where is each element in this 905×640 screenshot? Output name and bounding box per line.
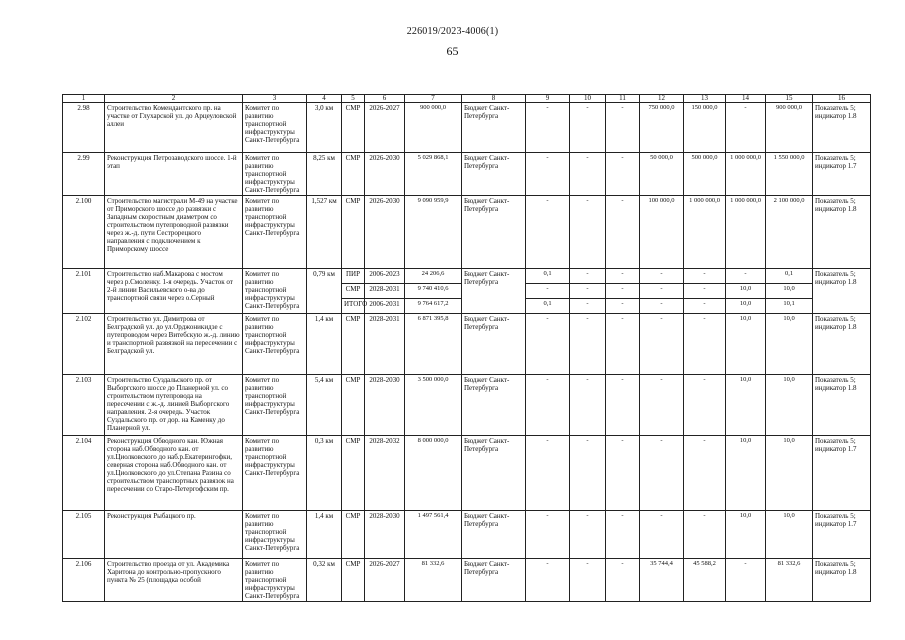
project-name: Строительство наб.Макарова с мостом через р.Смоленку. 1-я очередь. Участок от 2-й линии Васильевского о-ва до транспортной связи через о.Серный — [105, 269, 243, 314]
total-cost: 6 871 395,8 — [405, 314, 462, 375]
work-type: СМР — [342, 153, 365, 196]
work-type: СМР — [342, 511, 365, 559]
target-indicator: Показатель 5; индикатор 1.8 — [813, 314, 871, 375]
target-indicator: Показатель 5; индикатор 1.7 — [813, 153, 871, 196]
year-amount-c15: 10,0 — [766, 375, 813, 436]
year-amount-c12: 750 000,0 — [640, 103, 684, 153]
work-type: СМР — [342, 284, 365, 299]
project-length: 1,4 км — [307, 511, 342, 559]
year-amount-c12: - — [640, 511, 684, 559]
column-number: 2 — [105, 95, 243, 103]
year-amount-c11: - — [606, 153, 640, 196]
table-row — [63, 559, 871, 602]
work-period: 2026-2030 — [365, 196, 405, 269]
row-number: 2.102 — [63, 314, 105, 375]
table-row — [63, 511, 871, 559]
year-amount-c13: - — [684, 299, 726, 314]
year-amount-c12: - — [640, 314, 684, 375]
table-row — [63, 153, 871, 196]
column-number: 16 — [813, 95, 871, 103]
row-number: 2.104 — [63, 436, 105, 511]
year-amount-c9: - — [526, 559, 570, 602]
year-amount-c15: 900 000,0 — [766, 103, 813, 153]
funding-source: Бюджет Санкт-Петербурга — [462, 153, 526, 196]
project-length: 1,527 км — [307, 196, 342, 269]
year-amount-c15: 10,0 — [766, 284, 813, 299]
year-amount-c15: 1 550 000,0 — [766, 153, 813, 196]
column-number: 3 — [243, 95, 307, 103]
year-amount-c13: - — [684, 436, 726, 511]
project-name: Строительство магистрали М-49 на участке от Приморского шоссе до развязки с Западным скоростным диаметром со строительством путепроводной развязки через ж.-д. пути Сестрорецкого направления с подключением к Приморскому шоссе — [105, 196, 243, 269]
column-number: 6 — [365, 95, 405, 103]
table-row — [63, 103, 871, 153]
year-amount-c12: 35 744,4 — [640, 559, 684, 602]
column-number: 9 — [526, 95, 570, 103]
total-cost: 9 764 617,2 — [405, 299, 462, 314]
year-amount-c13: 1 000 000,0 — [684, 196, 726, 269]
year-amount-c11: - — [606, 269, 640, 284]
year-amount-c13: 500 000,0 — [684, 153, 726, 196]
year-amount-c9: - — [526, 153, 570, 196]
year-amount-c12: 100 000,0 — [640, 196, 684, 269]
work-period: 2028-2030 — [365, 375, 405, 436]
responsible-agency: Комитет по развитию транспортной инфраструктуры Санкт-Петербурга — [243, 511, 307, 559]
work-type: СМР — [342, 436, 365, 511]
year-amount-c11: - — [606, 299, 640, 314]
year-amount-c10: - — [570, 284, 606, 299]
table-row — [63, 269, 871, 284]
target-indicator: Показатель 5; индикатор 1.8 — [813, 559, 871, 602]
total-cost: 900 000,0 — [405, 103, 462, 153]
year-amount-c13: - — [684, 511, 726, 559]
work-period: 2006-2031 — [365, 299, 405, 314]
column-number: 8 — [462, 95, 526, 103]
year-amount-c11: - — [606, 284, 640, 299]
year-amount-c9: - — [526, 375, 570, 436]
year-amount-c11: - — [606, 559, 640, 602]
total-cost: 3 500 000,0 — [405, 375, 462, 436]
work-period: 2028-2031 — [365, 284, 405, 299]
total-cost: 9 740 410,6 — [405, 284, 462, 299]
year-amount-c13: - — [684, 314, 726, 375]
total-cost: 24 206,6 — [405, 269, 462, 284]
year-amount-c13: - — [684, 269, 726, 284]
year-amount-c11: - — [606, 103, 640, 153]
year-amount-c15: 0,1 — [766, 269, 813, 284]
responsible-agency: Комитет по развитию транспортной инфраструктуры Санкт-Петербурга — [243, 559, 307, 602]
target-indicator: Показатель 5; индикатор 1.8 — [813, 103, 871, 153]
project-name: Строительство ул. Димитрова от Белградской ул. до ул.Орджоникидзе с путепроводом через Витебскую ж.-д. линию и транспортной развязкой на пересечении с Белградской ул. — [105, 314, 243, 375]
project-length: 8,25 км — [307, 153, 342, 196]
funding-source: Бюджет Санкт-Петербурга — [462, 103, 526, 153]
column-number-row — [63, 95, 871, 103]
target-indicator: Показатель 5; индикатор 1.7 — [813, 511, 871, 559]
year-amount-c10: - — [570, 299, 606, 314]
work-type: СМР — [342, 559, 365, 602]
target-indicator: Показатель 5; индикатор 1.8 — [813, 269, 871, 314]
year-amount-c14: 10,0 — [726, 511, 766, 559]
target-indicator: Показатель 5; индикатор 1.8 — [813, 196, 871, 269]
column-number: 12 — [640, 95, 684, 103]
column-number: 13 — [684, 95, 726, 103]
work-period: 2028-2031 — [365, 314, 405, 375]
row-number: 2.103 — [63, 375, 105, 436]
year-amount-c14: 10,0 — [726, 436, 766, 511]
row-number: 2.98 — [63, 103, 105, 153]
work-type: СМР — [342, 375, 365, 436]
row-number: 2.106 — [63, 559, 105, 602]
responsible-agency: Комитет по развитию транспортной инфраструктуры Санкт-Петербурга — [243, 269, 307, 314]
year-amount-c9: - — [526, 511, 570, 559]
column-number: 11 — [606, 95, 640, 103]
target-indicator: Показатель 5; индикатор 1.8 — [813, 375, 871, 436]
year-amount-c12: - — [640, 299, 684, 314]
document-id: 226019/2023-4006(1) — [406, 26, 499, 37]
page-number: 65 — [446, 44, 459, 58]
work-period: 2028-2032 — [365, 436, 405, 511]
work-period: 2006-2023 — [365, 269, 405, 284]
year-amount-c9: - — [526, 196, 570, 269]
project-length: 5,4 км — [307, 375, 342, 436]
year-amount-c13: 45 588,2 — [684, 559, 726, 602]
year-amount-c9: - — [526, 436, 570, 511]
year-amount-c12: 50 000,0 — [640, 153, 684, 196]
year-amount-c14: - — [726, 269, 766, 284]
year-amount-c14: 1 000 000,0 — [726, 196, 766, 269]
responsible-agency: Комитет по развитию транспортной инфраструктуры Санкт-Петербурга — [243, 153, 307, 196]
year-amount-c15: 2 100 000,0 — [766, 196, 813, 269]
column-number: 7 — [405, 95, 462, 103]
year-amount-c14: 1 000 000,0 — [726, 153, 766, 196]
table-row — [63, 314, 871, 375]
work-type: СМР — [342, 314, 365, 375]
row-number: 2.100 — [63, 196, 105, 269]
funding-source: Бюджет Санкт-Петербурга — [462, 269, 526, 314]
column-number: 5 — [342, 95, 365, 103]
project-name: Строительство Суздальского пр. от Выборгского шоссе до Планерной ул. со строительством путепровода на пересечении с ж.-д. линией Выборгского направления. 2-я очередь. Участок Суздальского пр. от дор. на Каменку до Планерной ул. — [105, 375, 243, 436]
year-amount-c9: - — [526, 103, 570, 153]
column-number: 1 — [63, 95, 105, 103]
year-amount-c10: - — [570, 153, 606, 196]
target-indicator: Показатель 5; индикатор 1.7 — [813, 436, 871, 511]
column-number: 15 — [766, 95, 813, 103]
project-name: Строительство проезда от ул. Академика Харитона до контрольно-пропускного пункта № 25 (площадка особой — [105, 559, 243, 602]
work-period: 2026-2030 — [365, 153, 405, 196]
funding-source: Бюджет Санкт-Петербурга — [462, 375, 526, 436]
project-length: 0,79 км — [307, 269, 342, 314]
total-cost: 5 029 868,1 — [405, 153, 462, 196]
year-amount-c12: - — [640, 436, 684, 511]
responsible-agency: Комитет по развитию транспортной инфраструктуры Санкт-Петербурга — [243, 436, 307, 511]
responsible-agency: Комитет по развитию транспортной инфраструктуры Санкт-Петербурга — [243, 314, 307, 375]
year-amount-c9: - — [526, 284, 570, 299]
funding-source: Бюджет Санкт-Петербурга — [462, 314, 526, 375]
year-amount-c10: - — [570, 436, 606, 511]
program-table — [62, 94, 871, 602]
year-amount-c14: - — [726, 559, 766, 602]
project-name: Реконструкция Рыбацкого пр. — [105, 511, 243, 559]
project-name: Реконструкция Петрозаводского шоссе. 1-й этап — [105, 153, 243, 196]
column-number: 10 — [570, 95, 606, 103]
year-amount-c12: - — [640, 284, 684, 299]
year-amount-c10: - — [570, 375, 606, 436]
work-type: ИТОГО — [342, 299, 365, 314]
year-amount-c11: - — [606, 375, 640, 436]
year-amount-c12: - — [640, 375, 684, 436]
project-length: 1,4 км — [307, 314, 342, 375]
year-amount-c12: - — [640, 269, 684, 284]
year-amount-c10: - — [570, 103, 606, 153]
year-amount-c10: - — [570, 196, 606, 269]
year-amount-c14: 10,0 — [726, 375, 766, 436]
funding-source: Бюджет Санкт-Петербурга — [462, 196, 526, 269]
year-amount-c11: - — [606, 196, 640, 269]
table-row — [63, 436, 871, 511]
year-amount-c11: - — [606, 314, 640, 375]
row-number: 2.101 — [63, 269, 105, 314]
project-length: 0,32 км — [307, 559, 342, 602]
total-cost: 81 332,6 — [405, 559, 462, 602]
year-amount-c15: 10,1 — [766, 299, 813, 314]
year-amount-c10: - — [570, 269, 606, 284]
work-type: СМР — [342, 196, 365, 269]
year-amount-c11: - — [606, 436, 640, 511]
work-period: 2026-2027 — [365, 559, 405, 602]
year-amount-c9: 0,1 — [526, 269, 570, 284]
total-cost: 9 090 959,9 — [405, 196, 462, 269]
year-amount-c13: 150 000,0 — [684, 103, 726, 153]
year-amount-c15: 10,0 — [766, 436, 813, 511]
funding-source: Бюджет Санкт-Петербурга — [462, 436, 526, 511]
responsible-agency: Комитет по развитию транспортной инфраструктуры Санкт-Петербурга — [243, 375, 307, 436]
year-amount-c9: 0,1 — [526, 299, 570, 314]
work-period: 2026-2027 — [365, 103, 405, 153]
year-amount-c14: 10,0 — [726, 284, 766, 299]
total-cost: 8 000 000,0 — [405, 436, 462, 511]
row-number: 2.99 — [63, 153, 105, 196]
year-amount-c15: 81 332,6 — [766, 559, 813, 602]
year-amount-c10: - — [570, 511, 606, 559]
year-amount-c15: 10,0 — [766, 511, 813, 559]
year-amount-c14: - — [726, 103, 766, 153]
responsible-agency: Комитет по развитию транспортной инфраструктуры Санкт-Петербурга — [243, 103, 307, 153]
responsible-agency: Комитет по развитию транспортной инфраструктуры Санкт-Петербурга — [243, 196, 307, 269]
project-name: Реконструкция Обводного кан. Южная сторона наб.Обводного кан. от ул.Циолковского до наб.р.Екатерингофки, северная сторона наб.Обводного кан. от ул.Циолковского до ул.Степана Разина со строительством транспортных развязок на пересечении со Старо-Петергофским пр. — [105, 436, 243, 511]
column-number: 4 — [307, 95, 342, 103]
year-amount-c11: - — [606, 511, 640, 559]
table-row — [63, 196, 871, 269]
year-amount-c13: - — [684, 284, 726, 299]
year-amount-c15: 10,0 — [766, 314, 813, 375]
year-amount-c10: - — [570, 559, 606, 602]
table-row — [63, 375, 871, 436]
work-period: 2028-2030 — [365, 511, 405, 559]
column-number: 14 — [726, 95, 766, 103]
funding-source: Бюджет Санкт-Петербурга — [462, 559, 526, 602]
year-amount-c10: - — [570, 314, 606, 375]
year-amount-c14: 10,0 — [726, 314, 766, 375]
work-type: ПИР — [342, 269, 365, 284]
project-length: 0,3 км — [307, 436, 342, 511]
work-type: СМР — [342, 103, 365, 153]
year-amount-c14: 10,0 — [726, 299, 766, 314]
project-length: 3,0 км — [307, 103, 342, 153]
year-amount-c9: - — [526, 314, 570, 375]
project-name: Строительство Комендантского пр. на участке от Глухарской ул. до Арцеуловской аллеи — [105, 103, 243, 153]
total-cost: 1 497 561,4 — [405, 511, 462, 559]
year-amount-c13: - — [684, 375, 726, 436]
funding-source: Бюджет Санкт-Петербурга — [462, 511, 526, 559]
row-number: 2.105 — [63, 511, 105, 559]
